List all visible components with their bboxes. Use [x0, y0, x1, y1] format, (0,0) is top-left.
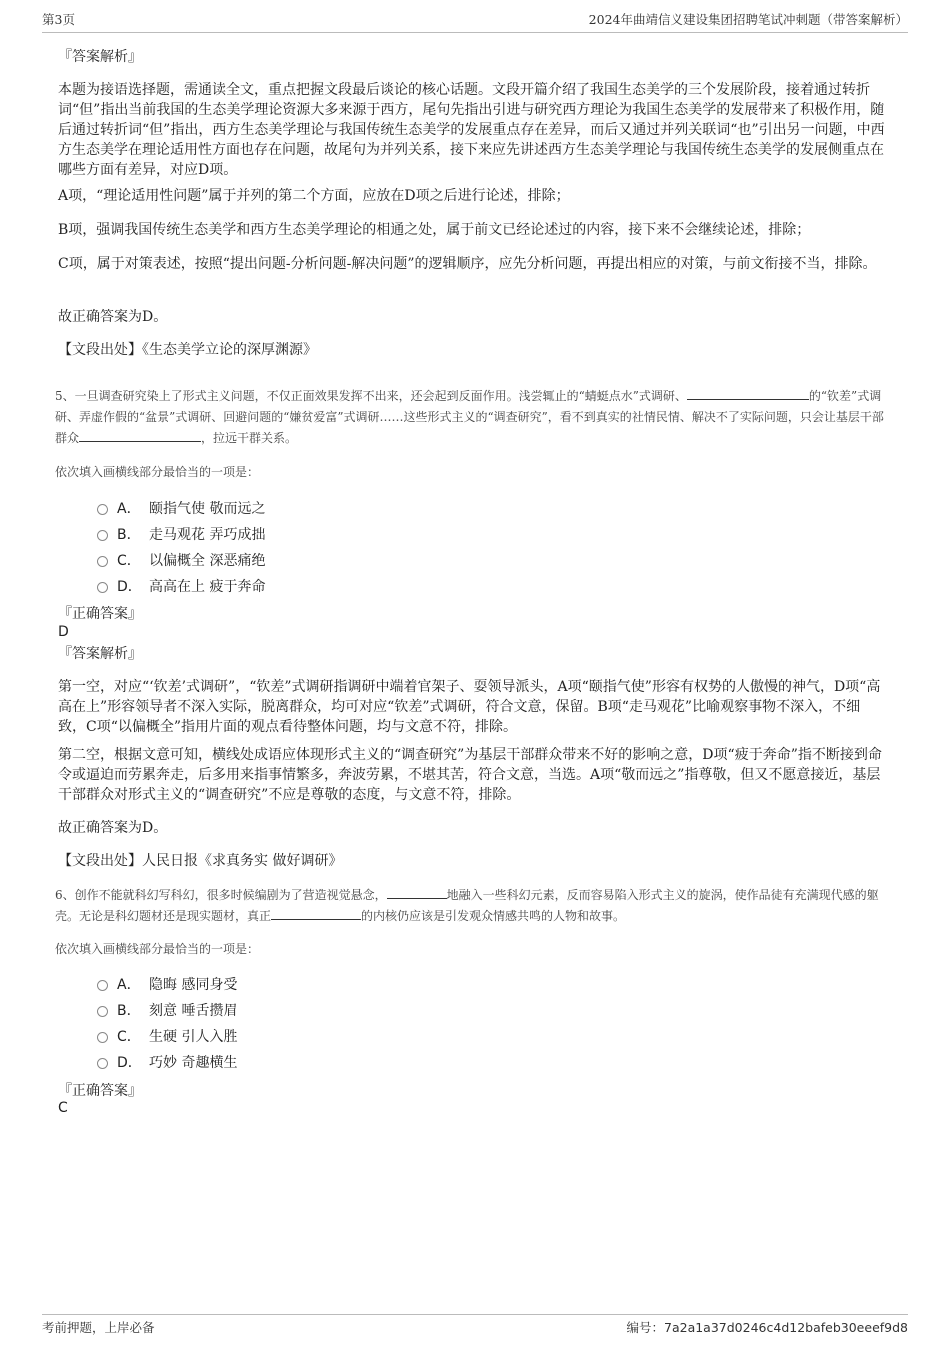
analysis-paragraph-2: 第二空，根据文意可知，横线处成语应体现形式主义的“调查研究”为基层干部群众带来不好的影响之意，D项“疲于奔命”指不断接到命令或逼迫而劳累奔走，后多用来指事情繁多，奔波劳累，不堪其苦，符合文意，当选。A项“敬而远之”指尊敬，但又不愿意接近，基层干部群众对形式主义的“调查研究”不应是尊敬的态度，与文意不符，排除。 [58, 747, 882, 803]
fill-blank [687, 387, 809, 400]
answer-label: 『正确答案』 [58, 606, 142, 622]
answer-label: 『正确答案』 [58, 1083, 142, 1099]
analysis-label: 『答案解析』 [58, 646, 142, 662]
radio-icon[interactable] [97, 504, 108, 515]
question-5-stem: 5、一旦调查研究染上了形式主义问题，不仅正面效果发挥不出来，还会起到反面作用。浅尝辄止的“蜻蜓点水”式调研、 的“钦差”式调研、弄虚作假的“盆景”式调研、回避问题的“嫌贫爱富”式调研……这些形式主义的“调查研究”，看不到真实的社情民情、解决不了实际问题，只会让基层干部群众 ，拉远干群关系。 [55, 389, 884, 445]
document-id: 编号：7a2a1a37d0246c4d12bafeb30eeef9d8 [626, 1320, 908, 1335]
correct-answer: C [58, 1100, 68, 1116]
final-answer: 故正确答案为D。 [58, 309, 168, 325]
passage-source: 【文段出处】人民日报《求真务实 做好调研》 [58, 853, 343, 869]
radio-icon[interactable] [97, 582, 108, 593]
page-footer [42, 1314, 908, 1336]
q6-option-d[interactable]: D． 巧妙 奇趣横生 [97, 1053, 237, 1073]
radio-icon[interactable] [97, 980, 108, 991]
page-number: 第3页 [42, 12, 75, 27]
fill-blank [271, 907, 361, 920]
analysis-paragraph-1: 第一空，对应“‘钦差’式调研”，“钦差”式调研指调研中端着官架子、耍领导派头，A项“颐指气使”形容有权势的人傲慢的神气，D项“高高在上”形容领导者不深入实际，脱离群众，均可对应“钦差”式调研，符合文意，保留。B项“走马观花”比喻观察事物不深入，不细致，C项“以偏概全”指用片面的观点看待整体问题，均与文意不符，排除。 [58, 679, 881, 735]
page-header [42, 10, 908, 33]
radio-icon[interactable] [97, 556, 108, 567]
passage-source: 【文段出处】《生态美学立论的深厚渊源》 [58, 342, 317, 358]
question-6-prompt: 依次填入画横线部分最恰当的一项是： [55, 942, 260, 956]
analysis-option-a: A项，“理论适用性问题”属于并列的第二个方面，应放在D项之后进行论述，排除； [58, 188, 570, 204]
q5-option-b[interactable]: B． 走马观花 弄巧成拙 [97, 525, 265, 545]
document-title: 2024年曲靖信义建设集团招聘笔试冲刺题（带答案解析） [588, 12, 908, 27]
analysis-option-c: C项，属于对策表述，按照“提出问题-分析问题-解决问题”的逻辑顺序，应先分析问题，再提出相应的对策，与前文衔接不当，排除。 [58, 256, 877, 272]
correct-answer: D [58, 624, 69, 640]
q6-option-a[interactable]: A． 隐晦 感同身受 [97, 975, 237, 995]
footer-slogan: 考前押题，上岸必备 [42, 1320, 155, 1335]
analysis-paragraph: 本题为接语选择题，需通读全文，重点把握文段最后谈论的核心话题。文段开篇介绍了我国生态美学的三个发展阶段，接着通过转折词“但”指出当前我国的生态美学理论资源大多来源于西方，尾句先指出引进与研究西方理论为我国生态美学的发展带来了积极作用，随后通过转折词“但”指出，西方生态美学理论与我国传统生态美学的发展重点存在差异，而后又通过并列关联词“也”引出另一问题，中西方生态美学在理论适用性方面也存在问题，故尾句为并列关系，接下来应先讲述西方生态美学理论与我国传统生态美学的发展侧重点在哪些方面有差异，对应D项。 [58, 82, 885, 178]
q5-option-d[interactable]: D． 高高在上 疲于奔命 [97, 577, 265, 597]
radio-icon[interactable] [97, 530, 108, 541]
radio-icon[interactable] [97, 1032, 108, 1043]
question-5-prompt: 依次填入画横线部分最恰当的一项是： [55, 465, 260, 479]
radio-icon[interactable] [97, 1006, 108, 1017]
radio-icon[interactable] [97, 1058, 108, 1069]
q6-option-b[interactable]: B． 刻意 唾舌攒眉 [97, 1001, 237, 1021]
q5-option-a[interactable]: A． 颐指气使 敬而远之 [97, 499, 265, 519]
final-answer: 故正确答案为D。 [58, 820, 168, 836]
analysis-label: 『答案解析』 [58, 49, 142, 65]
fill-blank [387, 886, 447, 899]
analysis-option-b: B项，强调我国传统生态美学和西方生态美学理论的相通之处，属于前文已经论述过的内容，接下来不会继续论述，排除； [58, 222, 811, 238]
fill-blank [79, 429, 201, 442]
question-6-stem: 6、创作不能就科幻写科幻，很多时候编剧为了营造视觉悬念， 地融入一些科幻元素，反而容易陷入形式主义的旋涡，使作品徒有充满现代感的躯壳。无论是科幻题材还是现实题材，真正 的内核仍应该是引发观众情感共鸣的人物和故事。 [55, 888, 879, 923]
q5-option-c[interactable]: C． 以偏概全 深恶痛绝 [97, 551, 265, 571]
q6-option-c[interactable]: C． 生硬 引人入胜 [97, 1027, 237, 1047]
